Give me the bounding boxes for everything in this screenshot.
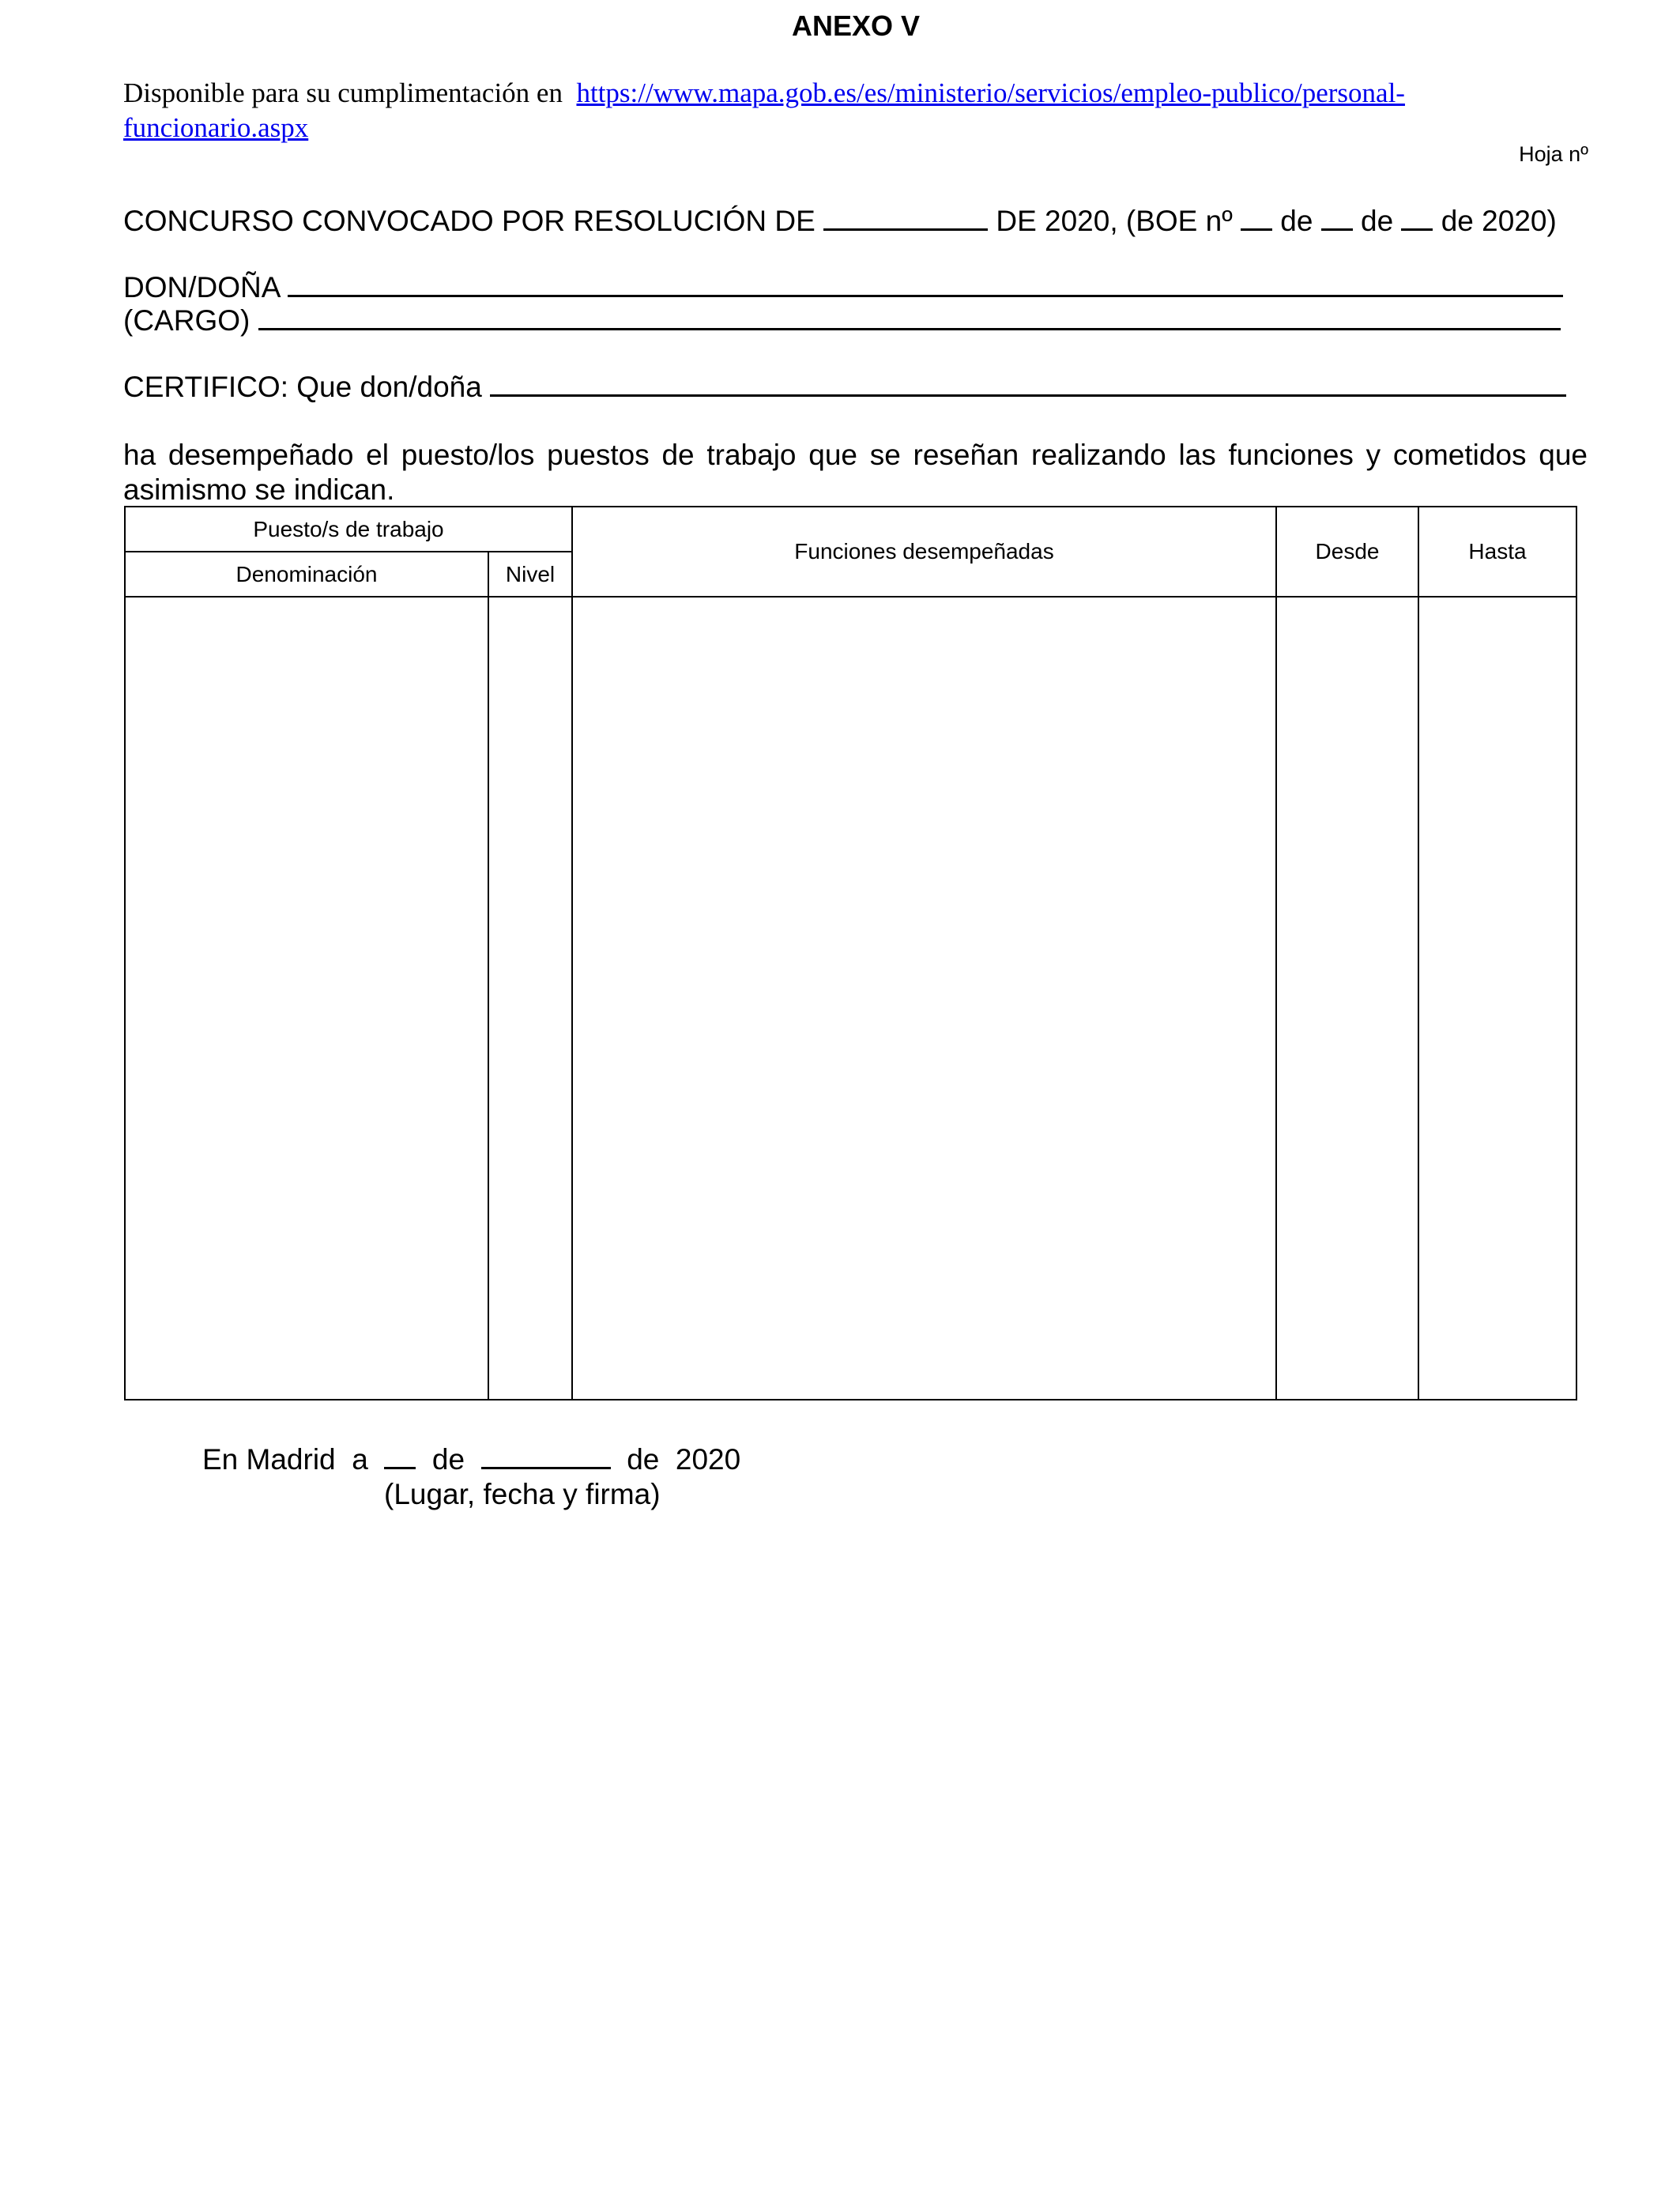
certified-name-field[interactable]: [490, 394, 1566, 397]
boe-day-field[interactable]: [1321, 228, 1353, 231]
cargo-field[interactable]: [258, 328, 1561, 330]
signature-year: 2020: [675, 1443, 741, 1476]
level-header: Nivel: [488, 552, 572, 597]
from-cell[interactable]: [1276, 597, 1418, 1400]
positions-group-header: Puesto/s de trabajo: [125, 507, 572, 552]
boe-month-field[interactable]: [1401, 228, 1433, 231]
to-cell[interactable]: [1418, 597, 1576, 1400]
cargo-label: (CARGO): [123, 304, 250, 337]
resolution-date-field[interactable]: [823, 228, 988, 231]
functions-cell[interactable]: [572, 597, 1276, 1400]
signature-day-field[interactable]: [384, 1467, 416, 1469]
don-line: [123, 270, 1563, 305]
denomination-header: Denominación: [125, 552, 488, 597]
concurso-middle: DE 2020, (BOE nº: [996, 205, 1233, 237]
concurso-de-1: de: [1280, 205, 1313, 237]
don-label: DON/DOÑA: [123, 271, 280, 303]
signature-month-field[interactable]: [481, 1467, 611, 1469]
don-name-field[interactable]: [288, 295, 1563, 297]
denomination-cell[interactable]: [125, 597, 488, 1400]
availability-text: Disponible para su cumplimentación en: [123, 77, 563, 108]
concurso-line: [123, 204, 1557, 239]
from-header: Desde: [1276, 507, 1418, 597]
concurso-suffix: de 2020): [1441, 205, 1557, 237]
positions-table: [124, 506, 1577, 1400]
signature-a: a: [352, 1443, 368, 1476]
certifico-line: [123, 370, 1566, 405]
signature-line: [202, 1443, 740, 1476]
functions-header: Funciones desempeñadas: [572, 507, 1276, 597]
certifico-label: CERTIFICO: Que don/doña: [123, 371, 482, 403]
signature-place: En Madrid: [202, 1443, 336, 1476]
to-header: Hasta: [1418, 507, 1576, 597]
certification-paragraph: ha desempeñado el puesto/los puestos de trabajo que se reseñan realizando las funciones y cometidos que asimismo se indican.: [123, 439, 1588, 506]
download-link[interactable]: https://www.mapa.gob.es/es/ministerio/servicios/empleo-publico/personal-: [576, 77, 1405, 108]
cargo-line: [123, 303, 1561, 338]
boe-number-field[interactable]: [1241, 228, 1272, 231]
availability-note: [123, 76, 1405, 145]
table-row: [125, 597, 1576, 1400]
signature-caption: (Lugar, fecha y firma): [384, 1478, 661, 1510]
download-link-continued[interactable]: funcionario.aspx: [123, 112, 309, 143]
document-title: ANEXO V: [791, 9, 921, 42]
signature-de-2: de: [627, 1443, 660, 1476]
sheet-number-label: Hoja nº: [1519, 142, 1588, 166]
concurso-de-2: de: [1361, 205, 1394, 237]
signature-de-1: de: [431, 1443, 465, 1476]
concurso-prefix: CONCURSO CONVOCADO POR RESOLUCIÓN DE: [123, 205, 816, 237]
level-cell[interactable]: [488, 597, 572, 1400]
